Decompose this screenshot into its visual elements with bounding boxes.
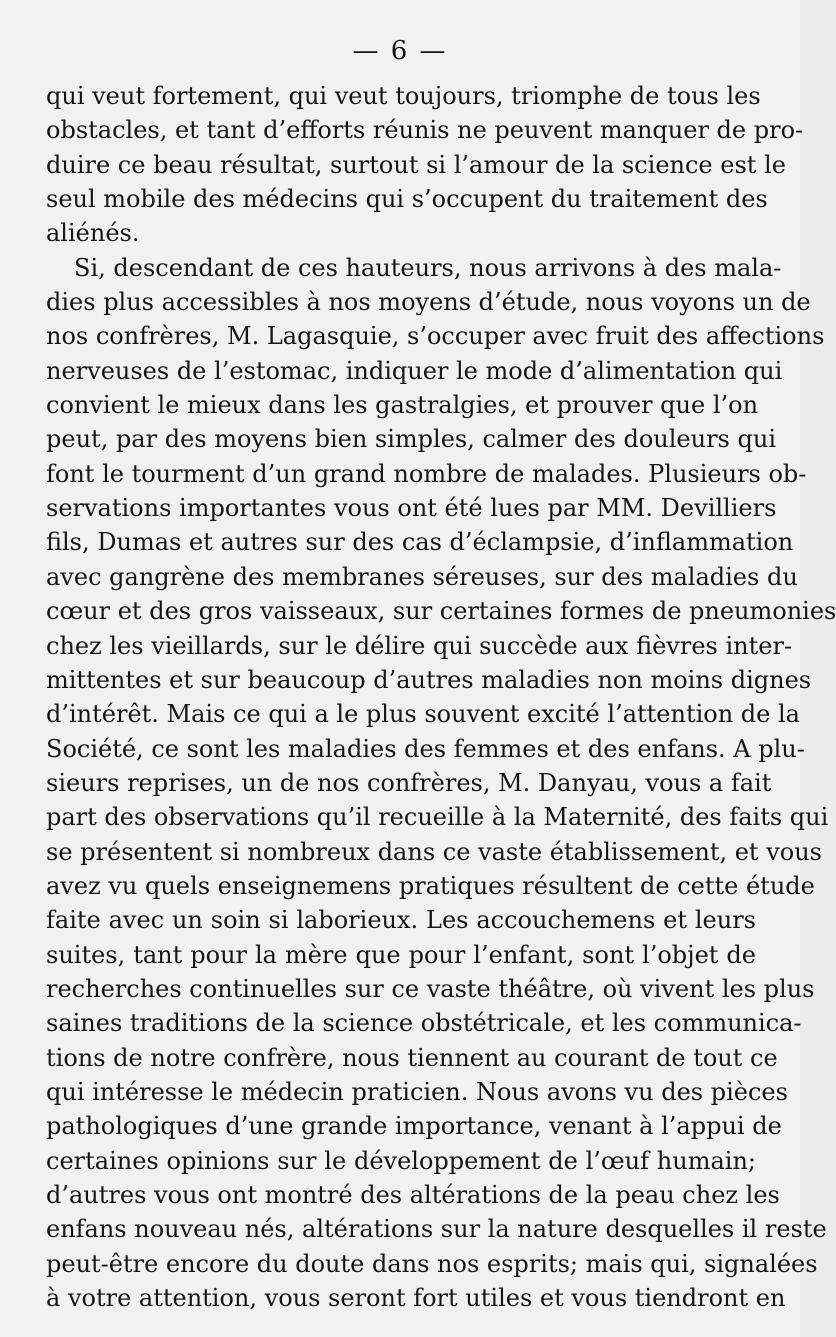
text-line: Si, descendant de ces hauteurs, nous arrivons à des mala- (74, 253, 782, 282)
text-line: saines traditions de la science obstétricale, et les communica- (46, 1009, 802, 1038)
text-line: cœur et des gros vaisseaux, sur certaines formes de pneumonies (46, 597, 836, 626)
text-line: nerveuses de l’estomac, indiquer le mode d’alimentation qui (46, 356, 783, 385)
text-line: convient le mieux dans les gastralgies, et prouver que l’on (46, 391, 759, 420)
text-line: qui intéresse le médecin praticien. Nous avons vu des pièces (46, 1077, 788, 1106)
text-line: peut-être encore du doute dans nos esprits; mais qui, signalées (46, 1249, 818, 1278)
text-line: d’autres vous ont montré des altérations de la peau chez les (46, 1181, 780, 1209)
text-line: se présentent si nombreux dans ce vaste établissement, et vous (46, 837, 822, 866)
text-line: enfans nouveau nés, altérations sur la nature desquelles il reste (46, 1215, 827, 1244)
text-line: avez vu quels enseignemens pratiques résultent de cette étude (46, 871, 815, 900)
text-line: Société, ce sont les maladies des femmes et des enfans. A plu- (46, 734, 805, 763)
text-line: d’intérêt. Mais ce qui a le plus souvent excité l’attention de la (46, 700, 800, 729)
text-line: certaines opinions sur le développement de l’œuf humain; (46, 1146, 756, 1175)
text-line: obstacles, et tant d’efforts réunis ne peuvent manquer de pro- (46, 116, 804, 145)
text-line: qui veut fortement, qui veut toujours, triomphe de tous les (46, 82, 761, 110)
text-line: suites, tant pour la mère que pour l’enfant, sont l’objet de (46, 940, 756, 969)
text-line: dies plus accessibles à nos moyens d’étude, nous voyons un de (46, 288, 811, 317)
text-line: fils, Dumas et autres sur des cas d’éclampsie, d’inflammation (46, 528, 794, 557)
text-line: part des observations qu’il recueille à la Maternité, des faits qui (46, 803, 829, 832)
text-line: pathologiques d’une grande importance, venant à l’appui de (46, 1112, 782, 1141)
text-line: duire ce beau résultat, surtout si l’amour de la science est le (46, 150, 786, 179)
page-number: — 6 — (352, 36, 448, 66)
text-line: mittentes et sur beaucoup d’autres maladies non moins dignes (46, 665, 812, 694)
text-line: tions de notre confrère, nous tiennent au courant de tout ce (46, 1043, 778, 1072)
text-line: font le tourment d’un grand nombre de malades. Plusieurs ob- (46, 459, 807, 488)
text-line: aliénés. (46, 219, 140, 248)
text-line: faite avec un soin si laborieux. Les accouchemens et leurs (46, 906, 756, 935)
text-line: seul mobile des médecins qui s’occupent du traitement des (46, 185, 768, 214)
body-text (46, 79, 836, 1315)
text-line: à votre attention, vous seront fort utiles et vous tiendront en (46, 1284, 786, 1313)
text-line: nos confrères, M. Lagasquie, s’occuper avec fruit des affections (46, 322, 825, 351)
text-line: sieurs reprises, un de nos confrères, M. Danyau, vous a fait (46, 768, 772, 797)
text-line: servations importantes vous ont été lues par MM. Devilliers (46, 494, 777, 523)
text-line: recherches continuelles sur ce vaste théâtre, où vivent les plus (46, 974, 815, 1003)
text-line: peut, par des moyens bien simples, calmer des douleurs qui (46, 425, 776, 454)
text-line: chez les vieillards, sur le délire qui succède aux fièvres inter- (46, 631, 793, 660)
text-line: avec gangrène des membranes séreuses, sur des maladies du (46, 562, 798, 591)
